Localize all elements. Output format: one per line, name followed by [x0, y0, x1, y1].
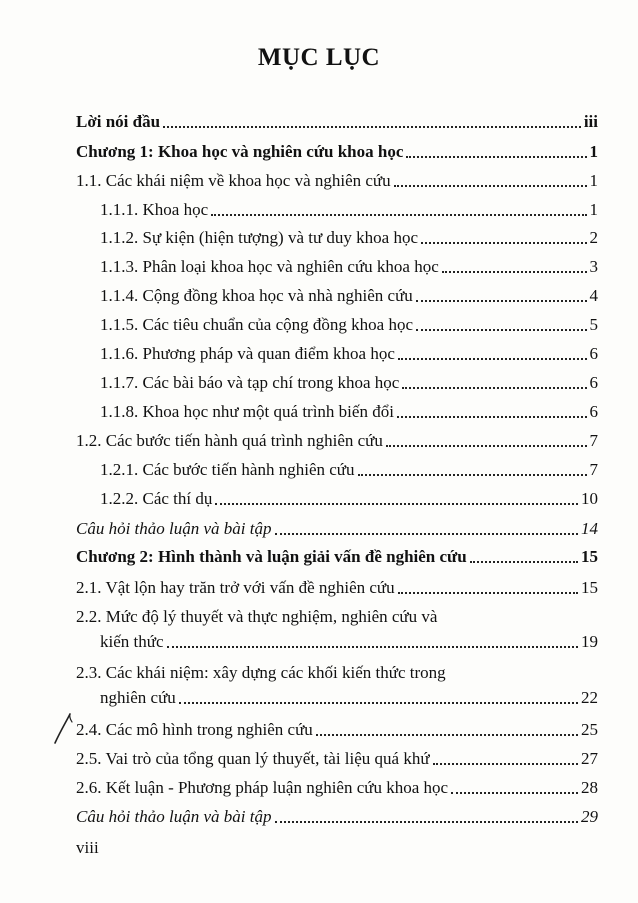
toc-entry[interactable]: [76, 743, 598, 769]
toc-entry[interactable]: [76, 801, 598, 827]
toc-entry-continuation: nghiên cứu: [100, 688, 176, 707]
dot-leader: [394, 185, 587, 187]
toc-entry[interactable]: [76, 425, 598, 451]
dot-leader: [211, 214, 586, 216]
dot-leader: [442, 271, 587, 273]
toc-entry-title: 1.2.2. Các thí dụ: [100, 489, 213, 508]
dot-leader: [179, 702, 578, 704]
toc-page-number: iii: [583, 112, 598, 131]
toc-entry-title: 2.1. Vật lộn hay trăn trở với vấn đề nghiên cứu: [76, 578, 395, 597]
toc-entry-title: Câu hỏi thảo luận và bài tập: [76, 519, 272, 538]
toc-page-number: 14: [581, 519, 598, 538]
toc-entry[interactable]: [76, 280, 598, 306]
toc-page-number: 5: [589, 315, 598, 334]
toc-entry-title: 1.1.4. Cộng đồng khoa học và nhà nghiên cứu: [100, 286, 413, 305]
toc-page-number: 3: [589, 257, 598, 276]
toc-entry-title: 1.1.2. Sự kiện (hiện tượng) và tư duy khoa học: [100, 228, 419, 247]
toc-entry-title: 1.1.1. Khoa học: [100, 200, 209, 219]
toc-entry[interactable]: [76, 483, 598, 509]
pen-mark-icon: [52, 712, 74, 746]
toc-page-number: 1: [589, 171, 598, 190]
toc-page-number: 7: [589, 431, 598, 450]
toc-entry-title: 2.6. Kết luận - Phương pháp luận nghiên cứu khoa học: [76, 778, 449, 797]
toc-page-number: 6: [589, 373, 598, 392]
toc-entry-title: 2.4. Các mô hình trong nghiên cứu: [76, 720, 313, 739]
toc-entry-title: Chương 2: Hình thành và luận giải vấn đề nghiên cứu: [76, 547, 467, 566]
toc-entry[interactable]: [76, 626, 598, 652]
dot-leader: [358, 474, 587, 476]
toc-entry-title: Chương 1: Khoa học và nghiên cứu khoa học: [76, 142, 404, 161]
dot-leader: [163, 126, 581, 128]
toc-page-number: 28: [581, 778, 598, 797]
toc-page-number: 15: [581, 578, 598, 597]
dot-leader: [416, 329, 587, 331]
toc-page-number: 4: [589, 286, 598, 305]
toc-entry-title: 1.2. Các bước tiến hành quá trình nghiên cứu: [76, 431, 383, 450]
dot-leader: [397, 416, 587, 418]
toc-page-number: 1: [589, 200, 598, 219]
dot-leader: [275, 533, 579, 535]
toc-page-number: 27: [581, 749, 598, 768]
toc-entry[interactable]: [76, 251, 598, 277]
dot-leader: [406, 156, 586, 158]
toc-page-number: 10: [581, 489, 598, 508]
toc-entry-title: Câu hỏi thảo luận và bài tập: [76, 807, 272, 826]
dot-leader: [167, 646, 578, 648]
toc-entry-title: 1.1.8. Khoa học như một quá trình biến đổi: [100, 402, 394, 421]
toc-entry-title: Lời nói đầu: [76, 112, 161, 131]
dot-leader: [398, 592, 578, 594]
toc-entry[interactable]: [76, 367, 598, 393]
toc-page-number: 19: [581, 632, 598, 651]
toc-entry-title: 1.1.7. Các bài báo và tạp chí trong khoa học: [100, 373, 400, 392]
toc-entry[interactable]: [76, 513, 598, 539]
toc-entry-line: 2.3. Các khái niệm: xây dựng các khối kiến thức trong: [76, 663, 446, 682]
toc-entry-title: 1.1. Các khái niệm về khoa học và nghiên cứu: [76, 171, 391, 190]
toc-entry-continuation: kiến thức: [100, 632, 164, 651]
toc-entry-title: 1.1.5. Các tiêu chuẩn của cộng đồng khoa học: [100, 315, 413, 334]
dot-leader: [416, 300, 587, 302]
toc-entry-title: 1.1.6. Phương pháp và quan điểm khoa học: [100, 344, 395, 363]
toc-entry[interactable]: [76, 194, 598, 220]
dot-leader: [316, 734, 578, 736]
toc-entry[interactable]: [76, 572, 598, 598]
toc-entry[interactable]: [76, 396, 598, 422]
toc-entry[interactable]: [76, 106, 598, 132]
toc-entry[interactable]: [76, 222, 598, 248]
dot-leader: [421, 242, 586, 244]
toc-entry[interactable]: [76, 772, 598, 798]
toc-entry-title: 1.1.3. Phân loại khoa học và nghiên cứu khoa học: [100, 257, 439, 276]
toc-entry-title: 1.2.1. Các bước tiến hành nghiên cứu: [100, 460, 355, 479]
page-number: viii: [76, 838, 99, 857]
dot-leader: [433, 763, 578, 765]
toc-page-number: 15: [581, 547, 598, 566]
toc-entry[interactable]: [76, 309, 598, 335]
dot-leader: [386, 445, 587, 447]
toc-page-number: 6: [589, 402, 598, 421]
toc-page-number: 7: [589, 460, 598, 479]
dot-leader: [275, 821, 579, 823]
dot-leader: [402, 387, 586, 389]
page-title: MỤC LỤC: [257, 44, 381, 71]
dot-leader: [451, 792, 578, 794]
toc-entry[interactable]: [76, 165, 598, 191]
toc-page-number: 22: [581, 688, 598, 707]
toc-entry[interactable]: [76, 541, 598, 567]
toc-entry[interactable]: [76, 338, 598, 364]
toc-page-number: 6: [589, 344, 598, 363]
toc-page-number: 25: [581, 720, 598, 739]
toc-entry-line: 2.2. Mức độ lý thuyết và thực nghiệm, nghiên cứu và: [76, 607, 438, 626]
toc-entry[interactable]: [76, 136, 598, 162]
toc-entry[interactable]: [76, 454, 598, 480]
toc-page-number: 29: [581, 807, 598, 826]
toc-entry[interactable]: [76, 714, 598, 740]
dot-leader: [470, 561, 578, 563]
toc-entry-title: 2.5. Vai trò của tổng quan lý thuyết, tài liệu quá khứ: [76, 749, 430, 768]
toc-page-number: 2: [589, 228, 598, 247]
toc-entry[interactable]: [76, 682, 598, 708]
dot-leader: [398, 358, 587, 360]
toc-page-number: 1: [589, 142, 598, 161]
dot-leader: [215, 503, 578, 505]
